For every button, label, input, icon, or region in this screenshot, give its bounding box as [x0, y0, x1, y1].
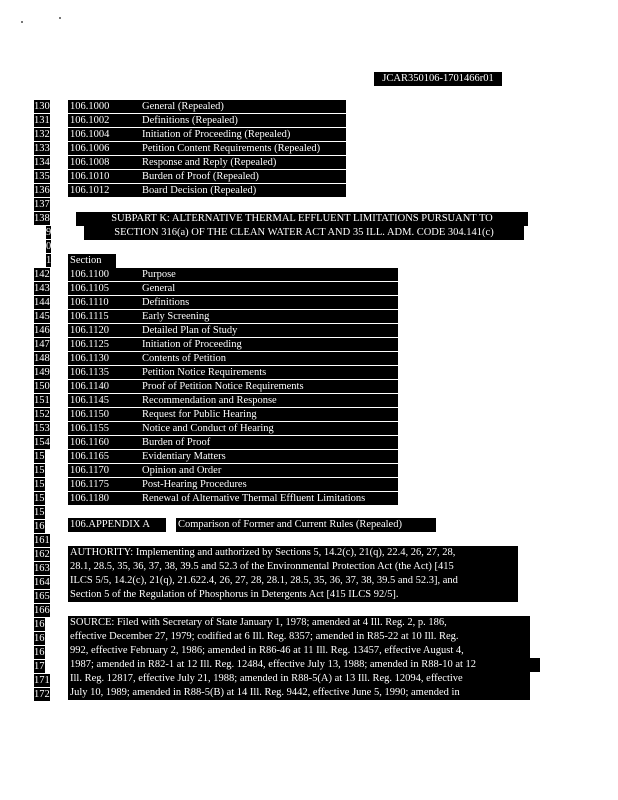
line-number: 164 [34, 577, 50, 588]
section-row [68, 310, 398, 323]
line-number: 147 [34, 339, 50, 350]
line-number: 163 [34, 563, 50, 574]
section-title: Early Screening [142, 311, 210, 322]
section-number: 106.1012 [70, 185, 110, 196]
section-number: 106.1160 [70, 437, 109, 448]
section-row [68, 184, 346, 197]
section-row [68, 450, 398, 463]
source-line: July 10, 1989; amended in R88-5(B) at 14 Ill. Reg. 9442, effective June 5, 1990; amended in [68, 686, 530, 700]
section-number: 106.1105 [70, 283, 109, 294]
section-title: Initiation of Proceeding [142, 339, 242, 350]
line-number: 172 [34, 689, 50, 700]
line-number: 130 [34, 101, 50, 112]
line-number: 1 [46, 255, 52, 266]
source-line: 992, effective February 2, 1986; amended in R86-46 at 11 Ill. Reg. 13457, effective August 4, [68, 644, 530, 658]
section-row [68, 296, 398, 309]
section-number: 106.1150 [70, 409, 109, 420]
line-number: 151 [34, 395, 50, 406]
section-title: Initiation of Proceeding (Repealed) [142, 129, 291, 140]
line-number: 15 [34, 493, 45, 504]
authority-line: ILCS 5/5, 14.2(c), 21(q), 21.622.4, 26, 27, 28, 28.1, 28.5, 35, 36, 37, 38, 39.5 and 52.3], and [68, 574, 518, 588]
section-number: 106.1155 [70, 423, 109, 434]
line-number: 145 [34, 311, 50, 322]
section-number: 106.1180 [70, 493, 109, 504]
section-row [68, 268, 398, 281]
line-number: 15 [34, 451, 45, 462]
line-number: 152 [34, 409, 50, 420]
line-number: 166 [34, 605, 50, 616]
appendix-label: 106.APPENDIX A [68, 518, 166, 532]
section-row [68, 352, 398, 365]
line-number: 16 [34, 647, 45, 658]
scan-speck [21, 21, 23, 23]
line-number: 9 [46, 227, 52, 238]
line-number: 165 [34, 591, 50, 602]
line-number: 162 [34, 549, 50, 560]
section-title: Burden of Proof (Repealed) [142, 171, 259, 182]
section-number: 106.1008 [70, 157, 110, 168]
source-line: 1987; amended in R82-1 at 12 Ill. Reg. 12484, effective July 13, 1988; amended in R88-10 at 12 [68, 658, 540, 672]
line-number: 143 [34, 283, 50, 294]
section-title: Proof of Petition Notice Requirements [142, 381, 304, 392]
section-title: Notice and Conduct of Hearing [142, 423, 274, 434]
section-number: 106.1120 [70, 325, 109, 336]
section-number: 106.1125 [70, 339, 109, 350]
section-title: Response and Reply (Repealed) [142, 157, 277, 168]
line-number: 154 [34, 437, 50, 448]
section-title: Burden of Proof [142, 437, 211, 448]
section-column-label: Section [68, 254, 116, 268]
section-title: Recommendation and Response [142, 395, 277, 406]
line-number: 150 [34, 381, 50, 392]
section-row [68, 464, 398, 477]
section-number: 106.1100 [70, 269, 109, 280]
section-number: 106.1000 [70, 101, 110, 112]
subpart-heading-line: SUBPART K: ALTERNATIVE THERMAL EFFLUENT LIMITATIONS PURSUANT TO [76, 212, 528, 226]
section-title: Petition Content Requirements (Repealed) [142, 143, 321, 154]
section-title: Renewal of Alternative Thermal Effluent Limitations [142, 493, 366, 504]
line-number: 15 [34, 479, 45, 490]
section-title: Contents of Petition [142, 353, 226, 364]
line-number: 0 [46, 241, 52, 252]
line-number: 149 [34, 367, 50, 378]
section-title: Detailed Plan of Study [142, 325, 238, 336]
section-number: 106.1135 [70, 367, 109, 378]
line-number: 133 [34, 143, 50, 154]
authority-line: Section 5 of the Regulation of Phosphorus in Detergents Act [415 ILCS 92/5]. [68, 588, 518, 602]
line-number: 171 [34, 675, 50, 686]
section-title: Purpose [142, 269, 176, 280]
section-row [68, 324, 398, 337]
section-row [68, 408, 398, 421]
section-row [68, 366, 398, 379]
line-number: 17 [34, 661, 45, 672]
source-line: SOURCE: Filed with Secretary of State January 1, 1978; amended at 4 Ill. Reg. 2, p. 186, [68, 616, 530, 630]
section-row [68, 170, 346, 183]
source-line: Ill. Reg. 12817, effective July 21, 1988; amended in R88-5(A) at 13 Ill. Reg. 12094, effective [68, 672, 530, 686]
section-row [68, 492, 398, 505]
section-number: 106.1145 [70, 395, 109, 406]
section-number: 106.1140 [70, 381, 109, 392]
section-row [68, 478, 398, 491]
section-number: 106.1002 [70, 115, 110, 126]
scan-speck [59, 17, 61, 19]
line-number: 148 [34, 353, 50, 364]
line-number: 161 [34, 535, 50, 546]
appendix-title: Comparison of Former and Current Rules (Repealed) [176, 518, 436, 532]
section-number: 106.1006 [70, 143, 110, 154]
section-row [68, 394, 398, 407]
section-number: 106.1110 [70, 297, 109, 308]
section-title: Board Decision (Repealed) [142, 185, 257, 196]
line-number: 153 [34, 423, 50, 434]
subpart-heading-line: SECTION 316(a) OF THE CLEAN WATER ACT AND 35 ILL. ADM. CODE 304.141(c) [84, 226, 524, 240]
section-title: Definitions (Repealed) [142, 115, 238, 126]
section-row [68, 282, 398, 295]
section-title: General [142, 283, 176, 294]
section-number: 106.1004 [70, 129, 110, 140]
section-title: Definitions [142, 297, 190, 308]
section-number: 106.1130 [70, 353, 109, 364]
line-number: 138 [34, 213, 50, 224]
section-row [68, 422, 398, 435]
line-number: 144 [34, 297, 50, 308]
section-row [68, 156, 346, 169]
section-number: 106.1165 [70, 451, 109, 462]
line-number: 16 [34, 633, 45, 644]
section-number: 106.1175 [70, 479, 109, 490]
line-number: 146 [34, 325, 50, 336]
section-row [68, 114, 346, 127]
line-number: 136 [34, 185, 50, 196]
section-title: Opinion and Order [142, 465, 222, 476]
section-row [68, 142, 346, 155]
line-number: 131 [34, 115, 50, 126]
section-row [68, 380, 398, 393]
line-number: 142 [34, 269, 50, 280]
line-number: 135 [34, 171, 50, 182]
section-number: 106.1010 [70, 171, 110, 182]
section-title: Post-Hearing Procedures [142, 479, 247, 490]
section-row [68, 338, 398, 351]
section-title: Evidentiary Matters [142, 451, 226, 462]
section-number: 106.1115 [70, 311, 109, 322]
line-number: 132 [34, 129, 50, 140]
section-row [68, 100, 346, 113]
line-number: 16 [34, 619, 45, 630]
source-line: effective December 27, 1979; codified at 6 Ill. Reg. 8357; amended in R85-22 at 10 Ill. Reg. [68, 630, 530, 644]
section-number: 106.1170 [70, 465, 109, 476]
line-number: 137 [34, 199, 50, 210]
line-number: 15 [34, 465, 45, 476]
section-title: Petition Notice Requirements [142, 367, 267, 378]
document-control-code: JCAR350106-1701466r01 [374, 72, 502, 86]
section-title: General (Repealed) [142, 101, 224, 112]
section-row [68, 128, 346, 141]
line-number: 16 [34, 521, 45, 532]
section-row [68, 436, 398, 449]
section-title: Request for Public Hearing [142, 409, 257, 420]
authority-line: AUTHORITY: Implementing and authorized by Sections 5, 14.2(c), 21(q), 22.4, 26, 27, 28, [68, 546, 518, 560]
line-number: 15 [34, 507, 45, 518]
line-number: 134 [34, 157, 50, 168]
authority-line: 28.1, 28.5, 35, 36, 37, 38, 39.5 and 52.3 of the Environmental Protection Act (the Act) [415 [68, 560, 518, 574]
